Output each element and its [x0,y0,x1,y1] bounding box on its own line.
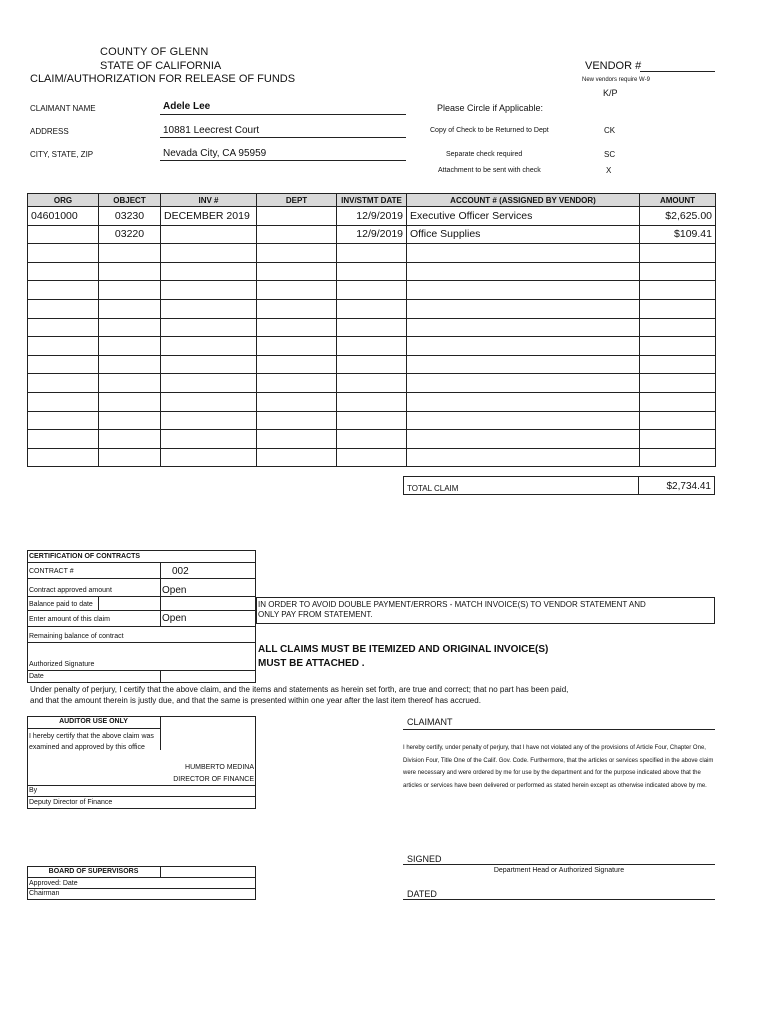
divider [98,596,99,610]
col-header-account: ACCOUNT # (ASSIGNED BY VENDOR) [407,194,640,207]
cell-dept[interactable] [257,392,337,411]
divider [160,562,161,610]
cell-object[interactable] [99,448,161,467]
divider [27,578,256,579]
cell-org[interactable] [28,299,99,318]
auth-signature-label: Authorized Signature [29,661,95,668]
auditor-name: HUMBERTO MEDINA [185,764,254,771]
divider [27,877,256,878]
cell-inv-date[interactable] [337,299,407,318]
circle-row-value[interactable]: X [606,166,612,175]
cell-account[interactable]: Office Supplies [407,225,640,244]
table-row [28,318,716,337]
cell-org[interactable] [28,355,99,374]
cell-object[interactable] [99,262,161,281]
cell-account[interactable] [407,337,640,356]
county-name: COUNTY OF GLENN [100,46,209,58]
cell-amount[interactable] [640,337,716,356]
cell-dept[interactable] [257,207,337,226]
cell-dept[interactable] [257,318,337,337]
cell-org[interactable] [28,392,99,411]
cell-inv-date[interactable] [337,448,407,467]
city-value[interactable]: Nevada City, CA 95959 [163,148,267,159]
perjury-statement: Under penalty of perjury, I certify that the above claim, and the items and statements as herein set forth, are true and correct; that no part has been paid, and that the amount therein is justly due, and that the same is presented within one year after the last item thereof has accrued. [30,685,569,705]
balance-paid-label: Balance paid to date [29,601,93,608]
cell-account[interactable] [407,299,640,318]
table-row [28,244,716,263]
divider [27,562,256,563]
city-label: CITY, STATE, ZIP [30,150,94,159]
cell-dept[interactable] [257,448,337,467]
cell-amount[interactable] [640,355,716,374]
state-name: STATE OF CALIFORNIA [100,60,222,72]
cell-account[interactable] [407,318,640,337]
cell-amount[interactable]: $109.41 [640,225,716,244]
cell-object[interactable] [99,318,161,337]
table-row [28,299,716,318]
table-header-row [28,194,716,207]
auditor-title: AUDITOR USE ONLY [59,718,128,725]
cell-object[interactable] [99,430,161,449]
divider [27,596,256,597]
cell-org[interactable] [28,337,99,356]
claimant-statement: I hereby certify, under penalty of perjury, that I have not violated any of the provisions of Article Four, Chapter One, Division Four, Title One of the Calif. Gov. Code. Furthermore, that the articles or services specified in the above claim were necessary and were ordered by me for use by the department and for the purpose indicated above that the articles or services have been delivered or performed as stated herein except as otherwise indicated above by me. [403,745,714,789]
circle-row-label: Attachment to be sent with check [438,167,541,174]
cell-org[interactable] [28,411,99,430]
total-claim-value: $2,734.41 [666,481,711,492]
auditor-certify: I hereby certify that the above claim was examined and approved by this office [29,733,154,751]
cell-object[interactable]: 03230 [99,207,161,226]
cell-inv-date[interactable]: 12/9/2019 [337,225,407,244]
col-header-inv: INV # [161,194,257,207]
cell-dept[interactable] [257,355,337,374]
deputy-label: Deputy Director of Finance [29,799,113,806]
divider [160,610,161,626]
cell-account[interactable] [407,281,640,300]
cell-account[interactable] [407,448,640,467]
claimant-name-value[interactable]: Adele Lee [163,101,211,112]
cell-inv[interactable] [161,318,257,337]
circle-row-label: Copy of Check to be Returned to Dept [430,127,549,134]
cell-org[interactable] [28,374,99,393]
cell-inv-date[interactable] [337,244,407,263]
approved-amount-label: Contract approved amount [29,587,112,594]
cell-dept[interactable] [257,299,337,318]
claimant-section-title: CLAIMANT [407,717,453,727]
table-row [28,430,716,449]
cell-account[interactable]: Executive Officer Services [407,207,640,226]
enter-amount-label: Enter amount of this claim [29,616,110,623]
divider [27,626,256,627]
approved-amount-value[interactable]: Open [162,585,187,596]
circle-row-label: Separate check required [446,151,523,158]
cell-dept[interactable] [257,411,337,430]
cell-amount[interactable]: $2,625.00 [640,207,716,226]
date-label: Date [29,673,44,680]
cell-org[interactable] [28,262,99,281]
cell-inv[interactable] [161,430,257,449]
contracts-title: CERTIFICATION OF CONTRACTS [29,553,141,560]
vendor-sub: K/P [603,88,618,98]
signature-line[interactable] [403,864,715,865]
table-row [28,262,716,281]
cell-amount[interactable] [640,299,716,318]
dated-line[interactable] [403,899,715,900]
cell-inv-date[interactable] [337,318,407,337]
cell-dept[interactable] [257,281,337,300]
cell-object[interactable] [99,244,161,263]
divider [27,888,256,889]
cell-object[interactable] [99,392,161,411]
cell-inv[interactable]: DECEMBER 2019 [161,207,257,226]
signed-label: SIGNED [407,854,442,864]
cell-inv-date[interactable] [337,392,407,411]
cell-org[interactable] [28,430,99,449]
divider [27,642,256,643]
col-header-amount: AMOUNT [640,194,716,207]
cell-inv-date[interactable] [337,430,407,449]
col-header-object: OBJECT [99,194,161,207]
divider [160,670,161,683]
board-approved-label: Approved: Date [29,880,78,887]
cell-amount[interactable] [640,244,716,263]
cell-dept[interactable] [257,430,337,449]
cell-inv-date[interactable] [337,337,407,356]
address-label: ADDRESS [30,127,69,136]
cell-inv[interactable] [161,392,257,411]
itemized-notice: ALL CLAIMS MUST BE ITEMIZED AND ORIGINAL INVOICE(S) MUST BE ATTACHED . [258,644,549,669]
cell-inv[interactable] [161,411,257,430]
cell-inv-date[interactable] [337,355,407,374]
line-items-table [27,193,716,467]
cell-amount[interactable] [640,281,716,300]
cell-inv-date[interactable]: 12/9/2019 [337,207,407,226]
col-header-inv-date: INV/STMT DATE [337,194,407,207]
auditor-by-label: By [29,787,38,794]
circle-title: Please Circle if Applicable: [437,103,544,113]
total-divider [638,476,639,495]
cell-account[interactable] [407,392,640,411]
dated-label: DATED [407,889,437,899]
table-row [28,448,716,467]
cell-account[interactable] [407,262,640,281]
signature-caption: Department Head or Authorized Signature [493,867,625,874]
cell-amount[interactable] [640,430,716,449]
contract-number-label: CONTRACT # [29,568,74,575]
board-title: BOARD OF SUPERVISORS [48,868,139,875]
table-row [28,392,716,411]
cell-inv-date[interactable] [337,262,407,281]
cell-inv-date[interactable] [337,374,407,393]
city-line [160,160,406,161]
divider [27,670,256,671]
cell-amount[interactable] [640,318,716,337]
cell-inv[interactable] [161,244,257,263]
table-row [28,411,716,430]
cell-amount[interactable] [640,374,716,393]
board-chairman-label: Chairman [29,890,60,897]
cell-inv[interactable] [161,225,257,244]
table-row [28,207,716,226]
cell-org[interactable] [28,448,99,467]
divider [27,610,256,611]
cell-dept[interactable] [257,374,337,393]
cell-inv[interactable] [161,448,257,467]
cell-inv[interactable] [161,299,257,318]
cell-object[interactable]: 03220 [99,225,161,244]
claimant-name-label: CLAIMANT NAME [30,104,96,113]
cell-org[interactable]: 04601000 [28,207,99,226]
address-line [160,137,406,138]
divider [160,716,161,750]
cell-object[interactable] [99,299,161,318]
enter-amount-value[interactable]: Open [162,613,187,624]
cell-dept[interactable] [257,337,337,356]
table-row [28,355,716,374]
cell-inv[interactable] [161,262,257,281]
vendor-number-line[interactable] [640,71,715,72]
address-value[interactable]: 10881 Leecrest Court [163,125,260,136]
table-row [28,225,716,244]
cell-inv[interactable] [161,355,257,374]
form-title: CLAIM/AUTHORIZATION FOR RELEASE OF FUNDS [30,73,296,85]
cell-org[interactable] [28,318,99,337]
cell-account[interactable] [407,355,640,374]
cell-org[interactable] [28,244,99,263]
cell-inv-date[interactable] [337,411,407,430]
claimant-name-line [160,114,406,115]
cell-account[interactable] [407,411,640,430]
cell-amount[interactable] [640,411,716,430]
divider [403,729,715,730]
col-header-org: ORG [28,194,99,207]
cell-account[interactable] [407,430,640,449]
cell-org[interactable] [28,225,99,244]
cell-inv[interactable] [161,374,257,393]
cell-inv[interactable] [161,337,257,356]
cell-object[interactable] [99,411,161,430]
total-claim-label: TOTAL CLAIM [407,484,459,493]
cell-inv-date[interactable] [337,281,407,300]
divider [27,785,256,786]
match-invoice-notice: IN ORDER TO AVOID DOUBLE PAYMENT/ERRORS - MATCH INVOICE(S) TO VENDOR STATEMENT AND ONLY PAY FROM STATEMENT. [258,600,646,619]
cell-account[interactable] [407,244,640,263]
contract-number-value[interactable]: 002 [172,566,189,577]
cell-inv[interactable] [161,281,257,300]
cell-object[interactable] [99,281,161,300]
remaining-balance-label: Remaining balance of contract [29,633,124,640]
auditor-role: DIRECTOR OF FINANCE [173,776,254,783]
divider [27,796,256,797]
col-header-dept: DEPT [257,194,337,207]
cell-dept[interactable] [257,262,337,281]
cell-object[interactable] [99,374,161,393]
circle-row-value[interactable]: CK [604,126,616,135]
vendor-label: VENDOR # [585,60,642,72]
table-row [28,337,716,356]
table-row [28,281,716,300]
cell-account[interactable] [407,374,640,393]
table-row [28,374,716,393]
cell-amount[interactable] [640,262,716,281]
circle-row-value[interactable]: SC [604,150,616,159]
vendor-note: New vendors require W-9 [582,77,650,83]
cell-org[interactable] [28,281,99,300]
cell-dept[interactable] [257,225,337,244]
cell-object[interactable] [99,355,161,374]
divider [27,728,160,729]
cell-object[interactable] [99,337,161,356]
cell-amount[interactable] [640,392,716,411]
cell-amount[interactable] [640,448,716,467]
cell-dept[interactable] [257,244,337,263]
